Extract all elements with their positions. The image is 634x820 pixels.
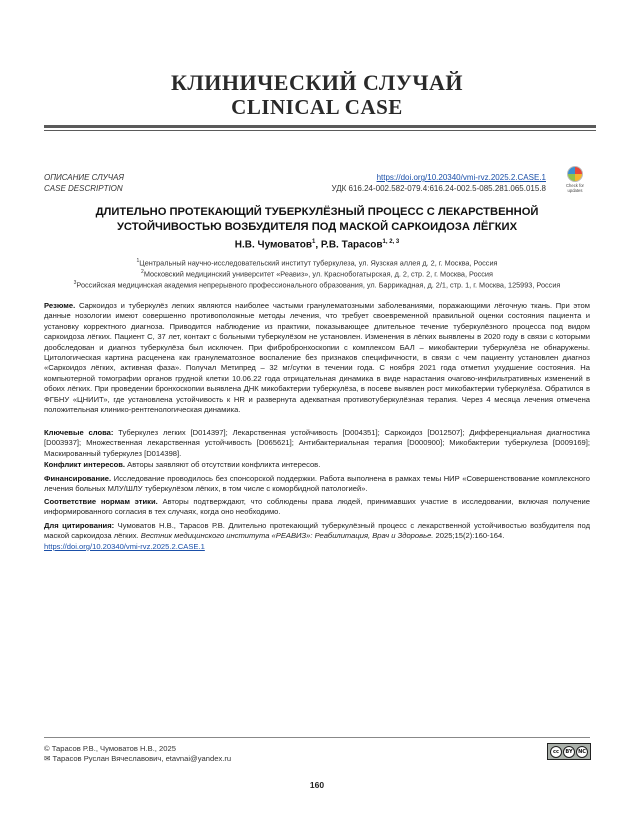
authors: Н.В. Чумоватов$^1$, Р.В. Тарасов$^{1, 2, 3}$ <box>234 239 400 251</box>
affiliations <box>0 257 634 290</box>
check-for-updates-badge[interactable] <box>561 166 589 196</box>
udk-code: УДК 616.24-002.582-079.4:616.24-002.5-085.281.065.015.8 <box>331 184 546 193</box>
citation-text: Чумоватов Н.В., Тарасов Р.В. Длительно протекающий туберкулёзный процесс с лекарственной устойчивостью возбудителя под маской саркоидоза лёгких. <box>44 521 591 541</box>
contact-email[interactable]: ✉ Тарасов Руслан Вячеславович, etavnai@yandex.ru <box>44 754 232 764</box>
affiliation-3: $^3$Российская медицинская академия непрерывного профессионального образования, ул. Баррикадная, д. 2/1, стр. 1, г. Москва, 125993, Россия <box>73 280 561 290</box>
header-rule-top <box>44 125 596 128</box>
article-title: ДЛИТЕЛЬНО ПРОТЕКАЮЩИЙ ТУБЕРКУЛЁЗНЫЙ ПРОЦЕСС С ЛЕКАРСТВЕННОЙ УСТОЙЧИВОСТЬЮ ВОЗБУДИТЕЛЯ ПОД МАСКОЙ САРКОИДОЗА ЛЁГКИХ <box>95 206 539 233</box>
citation-label: Для цитирования: <box>44 521 115 530</box>
abstract-text: Саркоидоз и туберкулёз легких являются наиболее частыми гранулематозными заболеваниями, поражающими лёгочную ткань. При этом данные нозологии имеют совершенно противоположные методы лечения, что требует своевременной правильной оценки состояния пациента и установку корректного диагноза. Приводится наблюдение из практики, показывающее длительное течение туберкулёзного процесса под видом саркоидоза лёгких. Пациент С, 37 лет, контакт с больными туберкулёзом не установлен. Изменения в лёгких выявлены в 2020 году в связи с которыми дообследован и диагноз туберкулёза был исключен. При фибробронхоскопии с комплексом БАЛ – микобактерии туберкулёза не обнаружены. Цитологическая картина расценена как гранулематозное воспаление без признаков специфичности, в связи с чем пациенту установлен диагноз «Саркоидоз лёгких, активная фаза». Получал Метипред – 32 мг/сутки в течении года. С ноября 2021 года отметил ухудшение состояния. На компьютерной томографии органов грудной клетки 10.06.22 года отрицательная динамика в виде нарастания очагово-инфильтративных изменений в обоих лёгких. При проведении бронхоскопии выявлена ДНК микобактерии туберкулёза, в посеве выявлен рост микобактерии туберкулёза. Обратился в ФГБНУ «ЦНИИТ», где установлена устойчивость к HR и развернута адекватная противотуберкулёзная терапия. Через 4 месяца лечения отмечена положительная клинико-рентгенологическая динамика. <box>44 301 590 415</box>
copyright: © Тарасов Р.В., Чумоватов Н.В., 2025 <box>44 744 176 753</box>
article-identifiers <box>331 172 546 194</box>
affiliation-2: $^2$Московский медицинский университет «Реавиз», ул. Краснобогатырская, д. 2, стр. 2, г. Москва, Россия <box>141 269 493 279</box>
keywords-label: Ключевые слова: <box>44 428 114 437</box>
article-type <box>44 172 124 194</box>
header-rule-bottom <box>44 130 596 131</box>
footer-rule <box>44 737 590 738</box>
article-type-en: CASE DESCRIPTION <box>44 184 123 193</box>
cc-icon: cc <box>550 746 562 758</box>
footer <box>44 744 231 765</box>
check-for-updates-icon <box>567 166 583 182</box>
author-2: Р.В. Тарасов <box>320 239 383 251</box>
citation <box>44 521 590 552</box>
by-icon: BY <box>563 746 575 758</box>
page-number: 160 <box>309 780 325 790</box>
abstract <box>44 301 590 415</box>
author-1: Н.В. Чумоватов <box>234 239 312 251</box>
funding-label: Финансирование. <box>44 474 112 483</box>
check-for-updates-label: Check for updates <box>566 183 584 193</box>
nc-icon: NC <box>576 746 588 758</box>
section-title-ru: КЛИНИЧЕСКИЙ СЛУЧАЙ <box>170 70 464 95</box>
abstract-label: Резюме. <box>44 301 76 310</box>
ethics-label: Соответствие нормам этики. <box>44 497 158 506</box>
conflict-text: Авторы заявляют об отсутствии конфликта интересов. <box>127 460 321 469</box>
citation-journal: Вестник медицинского института «РЕАВИЗ»: Реабилитация, Врач и Здоровье. <box>140 531 434 541</box>
citation-year: 2025;15(2):160-164. <box>435 531 505 541</box>
article-type-ru: ОПИСАНИЕ СЛУЧАЯ <box>44 173 124 182</box>
conflict-of-interest <box>44 460 590 470</box>
ethics-statement <box>44 497 590 518</box>
cc-license-badge[interactable] <box>547 743 591 760</box>
affiliation-1: $^1$Центральный научно-исследовательский институт туберкулеза, ул. Яузская аллея д. 2, г. Москва, Россия <box>136 258 498 268</box>
section-title-en: CLINICAL CASE <box>231 95 403 119</box>
keywords <box>44 428 590 459</box>
doi-link[interactable]: https://doi.org/10.20340/vmi-rvz.2025.2.CASE.1 <box>376 173 546 182</box>
author-2-affil: 1, 2, 3 <box>382 239 400 245</box>
ethics-text: Авторы подтверждают, что соблюдены права людей, принимавших участие в исследовании, включая получение информированного согласия в тех случаях, когда оно необходимо. <box>44 497 590 517</box>
funding <box>44 474 590 495</box>
conflict-label: Конфликт интересов. <box>44 460 126 469</box>
citation-doi-link[interactable]: https://doi.org/10.20340/vmi-rvz.2025.2.CASE.1 <box>44 541 205 551</box>
keywords-text: Туберкулез легких [D014397]; Лекарственная устойчивость [D004351]; Саркоидоз [D012507]; Дифференциальная диагностика [D003937]; Множественная лекарственная устойчивость [D065621]; Антибактериальная терапия [D000900]; Микобактерии туберкулеза [D009169]; Маскированный туберкулез [D014398]. <box>44 428 590 458</box>
funding-text: Исследование проводилось без спонсорской поддержки. Работа выполнена в рамках темы НИР «Совершенствование комплексного лечения больных МЛУ/ШЛУ туберкулёзом лёгких, в том числе с коморбидной патологией». <box>44 474 590 494</box>
author-1-affil: 1 <box>311 239 316 245</box>
